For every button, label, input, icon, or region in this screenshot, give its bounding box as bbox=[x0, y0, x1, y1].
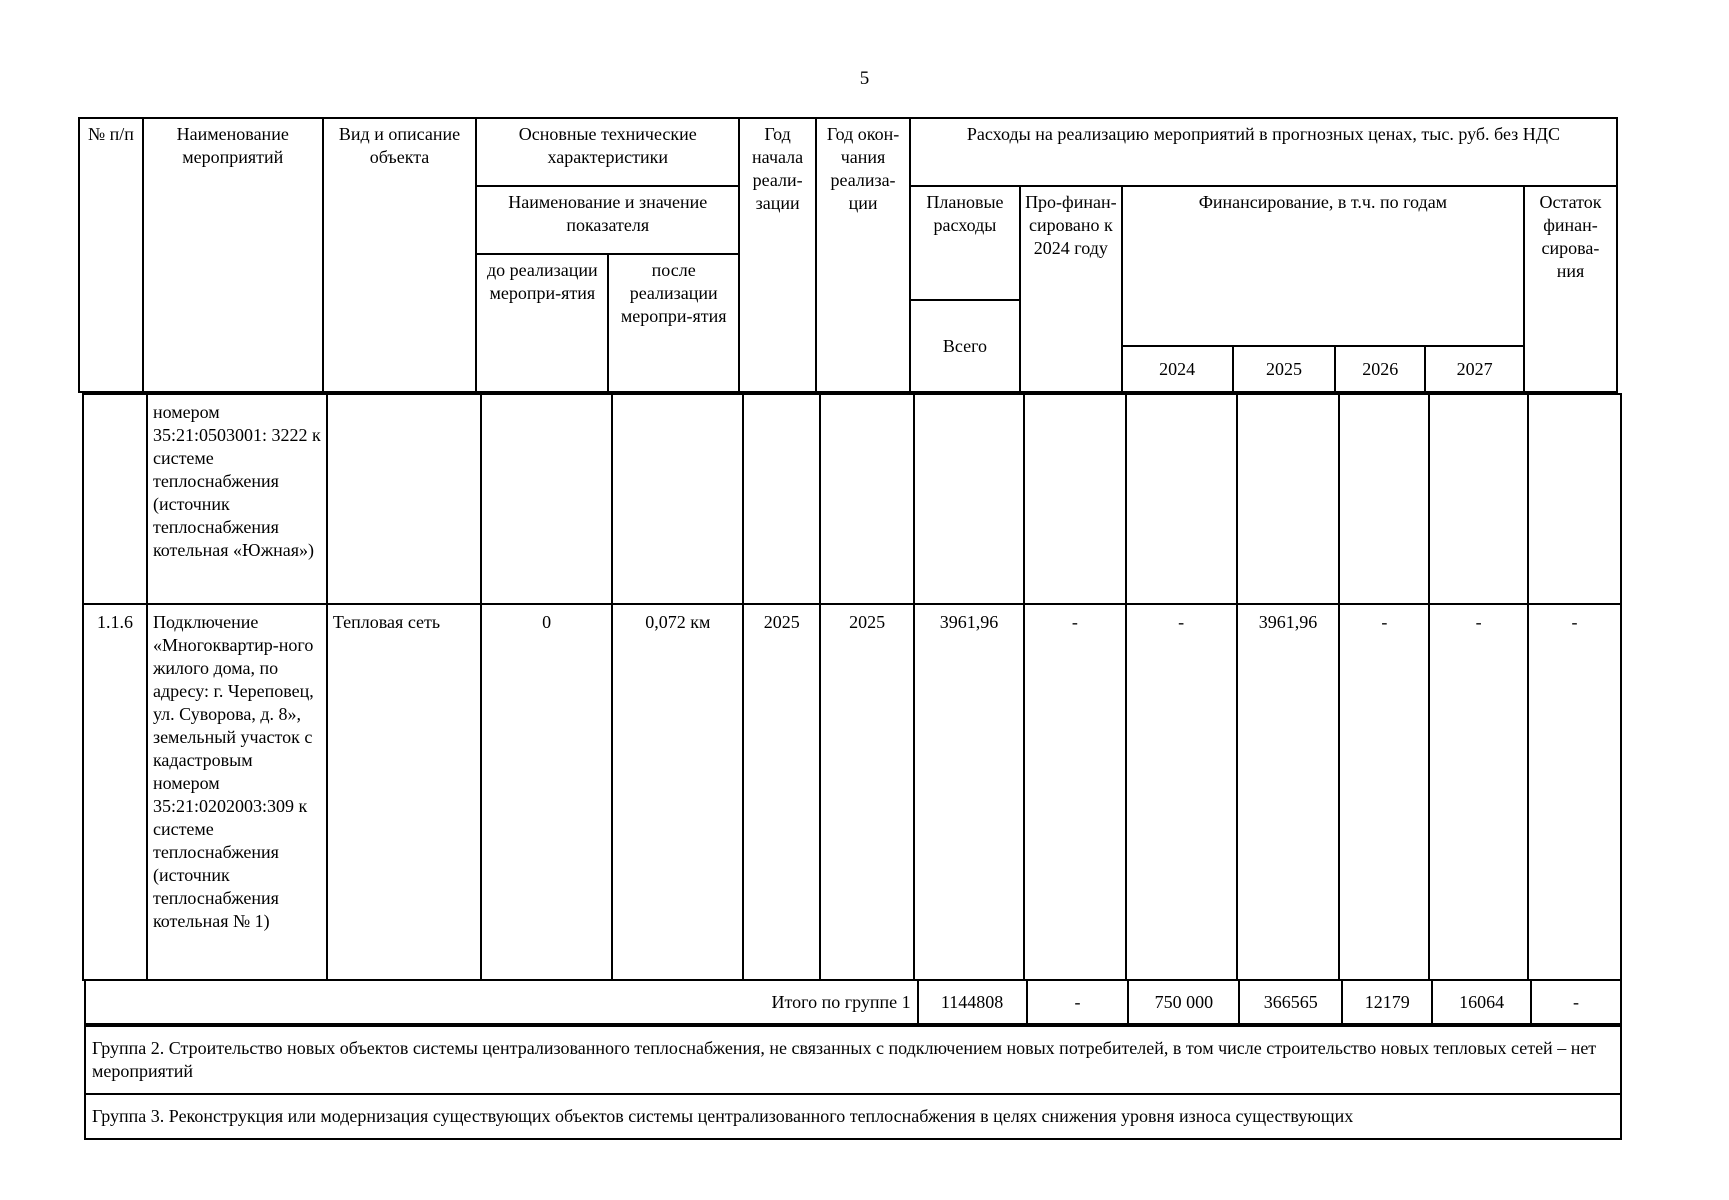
header-before: до реализации меропри-ятия bbox=[476, 254, 608, 392]
row-2026 bbox=[1339, 394, 1429, 604]
header-year-2027: 2027 bbox=[1425, 346, 1524, 392]
row-2027 bbox=[1429, 394, 1528, 604]
total-prefinanced: - bbox=[1027, 980, 1129, 1024]
row-num bbox=[83, 394, 147, 604]
header-year-2024: 2024 bbox=[1122, 346, 1233, 392]
header-tech-sub: Наименование и значение показателя bbox=[476, 186, 739, 254]
header-start-year: Год начала реали-зации bbox=[739, 118, 816, 392]
row-planned bbox=[914, 394, 1024, 604]
header-expenses: Расходы на реализацию мероприятий в прогнозных ценах, тыс. руб. без НДС bbox=[910, 118, 1617, 186]
table-row bbox=[83, 604, 1621, 980]
total-row bbox=[84, 979, 1622, 1025]
header-tech: Основные технические характеристики bbox=[476, 118, 739, 186]
row-2027: - bbox=[1429, 604, 1528, 980]
row-planned: 3961,96 bbox=[914, 604, 1024, 980]
row-2025 bbox=[1237, 394, 1340, 604]
row-prefinanced bbox=[1024, 394, 1126, 604]
group-3-title: Группа 3. Реконструкция или модернизация существующих объектов системы централизованного теплоснабжения в целях снижения уровня износа существующих bbox=[85, 1094, 1621, 1139]
total-label: Итого по группе 1 bbox=[85, 980, 918, 1024]
row-2024 bbox=[1126, 394, 1237, 604]
row-2026: - bbox=[1339, 604, 1429, 980]
group-rows bbox=[84, 1025, 1622, 1140]
header-num: № п/п bbox=[79, 118, 143, 392]
row-before bbox=[481, 394, 613, 604]
header-total: Всего bbox=[910, 300, 1020, 392]
row-2025: 3961,96 bbox=[1237, 604, 1340, 980]
header-remainder: Остаток финан-сирова-ния bbox=[1524, 186, 1617, 392]
header-name: Наименование мероприятий bbox=[143, 118, 323, 392]
row-end: 2025 bbox=[820, 604, 914, 980]
total-2026: 12179 bbox=[1342, 980, 1432, 1024]
total-2024: 750 000 bbox=[1128, 980, 1239, 1024]
row-2024: - bbox=[1126, 604, 1237, 980]
row-start: 2025 bbox=[743, 604, 820, 980]
total-planned: 1144808 bbox=[918, 980, 1027, 1024]
header-planned: Плановые расходы bbox=[910, 186, 1020, 300]
row-start bbox=[743, 394, 820, 604]
row-end bbox=[820, 394, 914, 604]
table-header bbox=[78, 117, 1618, 393]
header-end-year: Год окон-чания реализа-ции bbox=[816, 118, 910, 392]
header-kind: Вид и описание объекта bbox=[323, 118, 477, 392]
row-before: 0 bbox=[481, 604, 613, 980]
row-remainder bbox=[1528, 394, 1621, 604]
group-2-title: Группа 2. Строительство новых объектов системы централизованного теплоснабжения, не связанных с подключением новых потребителей, в том числе строительство новых тепловых сетей – нет мероприятий bbox=[85, 1026, 1621, 1094]
row-prefinanced: - bbox=[1024, 604, 1126, 980]
row-remainder: - bbox=[1528, 604, 1621, 980]
header-year-2026: 2026 bbox=[1335, 346, 1425, 392]
row-name: номером 35:21:0503001: 3222 к системе теплоснабжения (источник теплоснабжения котельная «Южная») bbox=[147, 394, 327, 604]
header-prefinanced: Про-финан-сировано к 2024 году bbox=[1020, 186, 1122, 392]
table-row bbox=[83, 394, 1621, 604]
header-after: после реализации меропри-ятия bbox=[608, 254, 739, 392]
row-after bbox=[612, 394, 743, 604]
table-body bbox=[82, 393, 1622, 981]
row-after: 0,072 км bbox=[612, 604, 743, 980]
total-remainder: - bbox=[1531, 980, 1621, 1024]
header-financing: Финансирование, в т.ч. по годам bbox=[1122, 186, 1524, 346]
total-2025: 366565 bbox=[1239, 980, 1342, 1024]
row-num: 1.1.6 bbox=[83, 604, 147, 980]
row-name: Подключение «Многоквартир-ного жилого дома, по адресу: г. Череповец, ул. Суворова, д. 8», земельный участок с кадастровым номером 35:21:0202003:309 к системе теплоснабжения (источник теплоснабжения котельная № 1) bbox=[147, 604, 327, 980]
header-year-2025: 2025 bbox=[1233, 346, 1336, 392]
row-kind: Тепловая сеть bbox=[327, 604, 481, 980]
row-kind bbox=[327, 394, 481, 604]
total-2027: 16064 bbox=[1432, 980, 1531, 1024]
page-number: 5 bbox=[859, 68, 870, 89]
